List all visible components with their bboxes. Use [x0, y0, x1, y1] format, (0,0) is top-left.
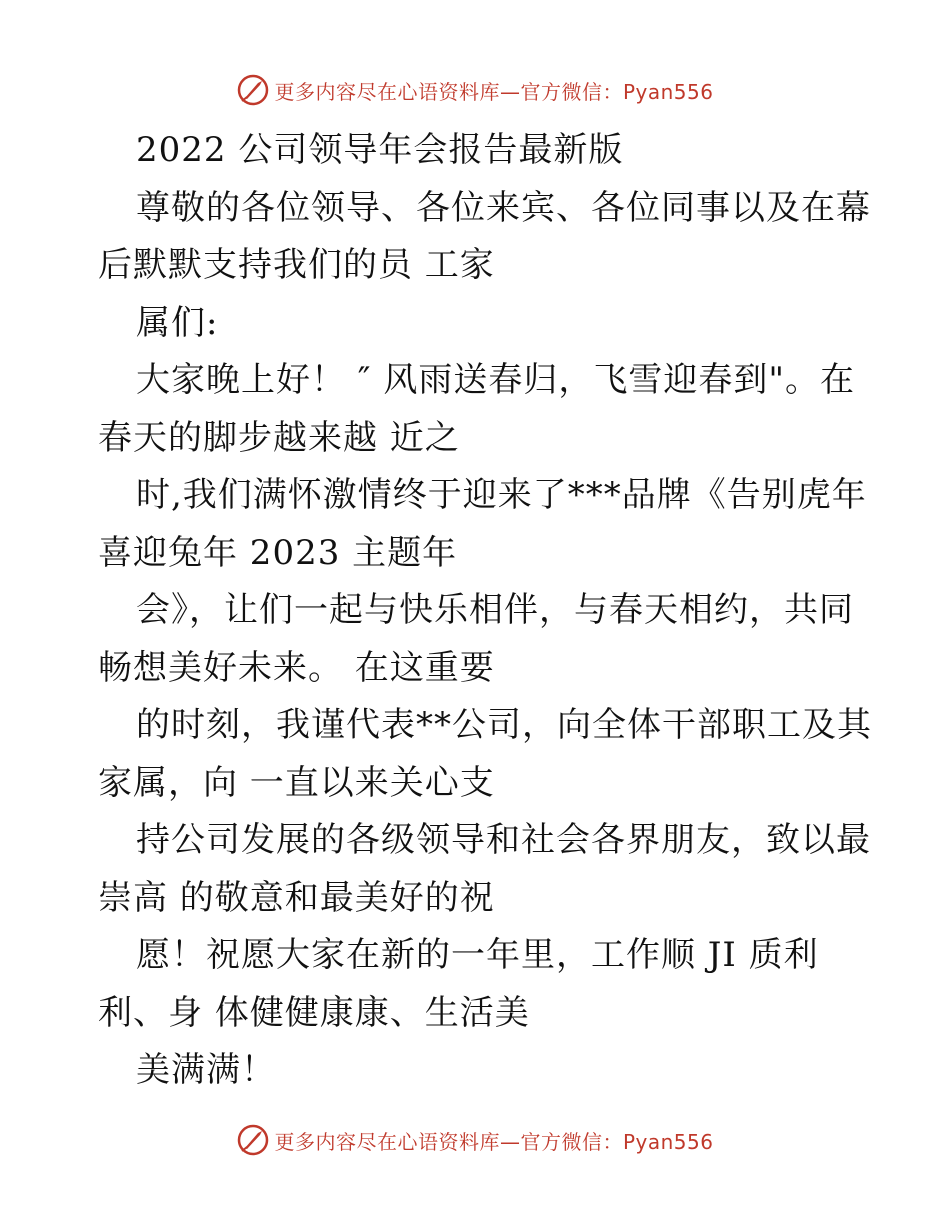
paragraph-line: 尊敬的各位领导、各位来宾、各位同事以及在幕 [136, 187, 871, 228]
document-title: 2022 公司领导年会报告最新版 [136, 130, 624, 170]
paragraph-line: 春天的脚步越来越 近之 [98, 417, 460, 458]
paragraph-line: 愿！祝愿大家在新的一年里，工作顺 JI 质利 [136, 935, 819, 975]
paragraph-line: 畅想美好未来。 在这重要 [98, 647, 495, 688]
paragraph-line: 会》，让们一起与快乐相伴，与春天相约，共同 [136, 590, 854, 630]
quill-pen-circle-icon [236, 73, 270, 107]
paragraph-line: 利、身 体健健康康、生活美 [98, 992, 530, 1033]
header-banner-text: 更多内容尽在心语资料库—官方微信：Pyan556 [274, 79, 714, 104]
header-banner [0, 70, 950, 110]
paragraph-line: 持公司发展的各级领导和社会各界朋友，致以最 [136, 820, 871, 860]
paragraph-line: 后默默支持我们的员 工家 [98, 245, 495, 285]
paragraph-line: 家属，向 一直以来关心支 [98, 762, 495, 803]
footer-banner-text: 更多内容尽在心语资料库—官方微信：Pyan556 [274, 1129, 714, 1154]
paragraph-line: 美满满！ [136, 1050, 276, 1090]
footer-banner [0, 1120, 950, 1160]
document-body [98, 122, 872, 1100]
quill-pen-circle-icon [236, 1123, 270, 1157]
paragraph-line: 的时刻，我谨代表**公司，向全体干部职工及其 [136, 705, 872, 745]
paragraph-line: 时,我们满怀激情终于迎来了***品牌《告别虎年 [136, 475, 867, 515]
paragraph-line: 喜迎兔年 2023 主题年 [98, 532, 458, 573]
paragraph-line: 大家晚上好！ ″ 风雨送春归，飞雪迎春到"。在 [136, 360, 855, 400]
paragraph-line: 崇高 的敬意和最美好的祝 [98, 877, 495, 918]
paragraph-line: 属们: [136, 302, 219, 343]
